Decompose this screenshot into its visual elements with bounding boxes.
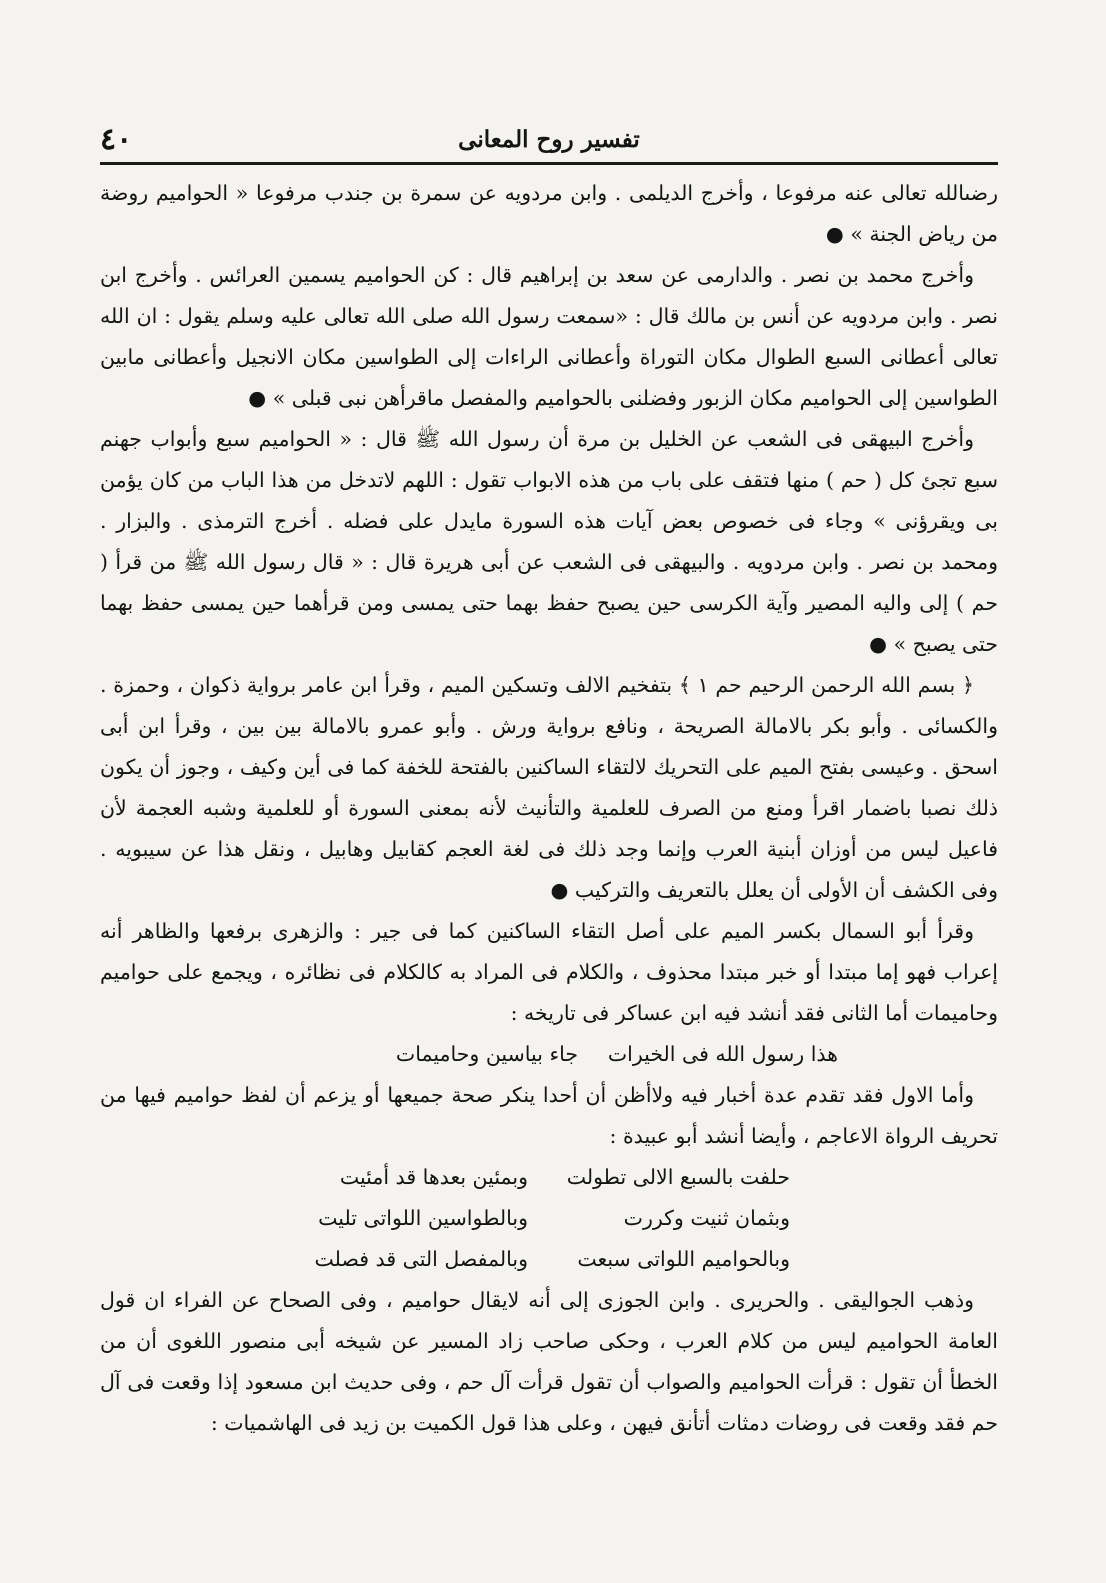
verse-hemistich-first: هذا رسول الله فى الخيرات — [607, 1042, 838, 1066]
verse-line — [100, 1157, 998, 1198]
verse-hemistich-second: وبمئين بعدها قد أمئيت — [339, 1165, 528, 1189]
paragraph-basmala-commentary: ﴿ بسم الله الرحمن الرحيم حم ١ ﴾ بتفخيم الالف وتسكين الميم ، وقرأ ابن عامر برواية ذكوان ، وحمزة . والكسائى . وأبو بكر بالامالة الصريحة ، ونافع برواية ورش . وأبو عمرو بالامالة بين بين ، وقرأ ابن أبى اسحق . وعيسى بفتح الميم على التحريك لالتقاء الساكنين بالفتحة للخفة كما فى أين وكيف ، وجوز أن يكون ذلك نصبا باضمار اقرأ ومنع من الصرف للعلمية والتأنيث لأنه بمعنى السورة أو للعلمية وشبه العجمة لأن فاعيل ليس من أوزان أبنية العرب وإنما وجد ذلك فى لغة العجم كقابيل وهابيل ، ونقل هذا عن سيبويه . وفى الكشف أن الأولى أن يعلل بالتعريف والتركيب ● — [100, 673, 998, 902]
paragraph-readings: وقرأ أبو السمال بكسر الميم على أصل التقاء الساكنين كما فى جير : والزهرى برفعها والظاهر أنه إعراب فهو إما مبتدا أو خبر مبتدا محذوف ، والكلام فى المراد به كالكلام فى نظائره ، ويجمع على حواميم وحاميمات أما الثانى فقد أنشد فيه ابن عساكر فى تاريخه : — [100, 919, 998, 1025]
paragraph-hadith-anas: وأخرج محمد بن نصر . والدارمى عن سعد بن إبراهيم قال : كن الحواميم يسمين العرائس . وأخرج ابن نصر . وابن مردويه عن أنس بن مالك قال : «سمعت رسول الله صلى الله تعالى عليه وسلم يقول : ان الله تعالى أعطانى السبع الطوال مكان التوراة وأعطانى الراءات إلى الطواسين مكان الانجيل وأعطانى مابين الطواسين إلى الحواميم مكان الزبور وفضلنى بالحواميم والمفصل ماقرأهن نبى قبلى » ● — [100, 263, 998, 410]
verse-hemistich-first: حلفت بالسبع الالى تطولت — [566, 1165, 790, 1189]
verse-hemistich-second: وبالمفصل التى قد فصلت — [314, 1247, 528, 1271]
verse-hemistich-second: جاء بياسين وحاميمات — [395, 1042, 578, 1066]
page-header — [100, 120, 998, 160]
verse-line — [100, 1198, 998, 1239]
verse-hemistich-first: وبالحواميم اللواتى سبعت — [577, 1247, 790, 1271]
verse-hemistich-second: وبالطواسين اللواتى تليت — [318, 1206, 528, 1230]
paragraph-abu-ubayda: وأما الاول فقد تقدم عدة أخبار فيه ولاأظن أن أحدا ينكر صحة جميعها أو يزعم أن لفظ حواميم فيها من تحريف الرواة الاعاجم ، وأيضا أنشد أبو عبيدة : — [100, 1083, 998, 1148]
paragraph-jawaliqi: وذهب الجواليقى . والحريرى . وابن الجوزى إلى أنه لايقال حواميم ، وفى الصحاح عن الفراء ان قول العامة الحواميم ليس من كلام العرب ، وحكى صاحب زاد المسير عن شيخه أبى منصور اللغوى أن من الخطأ أن تقول : قرأت الحواميم والصواب أن تقول قرأت آل حم ، وفى حديث ابن مسعود إذا وقعت فى آل حم فقد وقعت فى روضات دمثات أتأنق فيهن ، وعلى هذا قول الكميت بن زيد فى الهاشميات : — [100, 1288, 998, 1435]
verse-line — [100, 1239, 998, 1280]
paragraph-hadith-daylami: رضىالله تعالى عنه مرفوعا ، وأخرج الديلمى . وابن مردويه عن سمرة بن جندب مرفوعا « الحواميم روضة من رياض الجنة » ● — [100, 181, 998, 246]
paragraph-hadith-bayhaqi: وأخرج البيهقى فى الشعب عن الخليل بن مرة أن رسول الله ﷺ قال : « الحواميم سبع وأبواب جهنم سبع تجئ كل ( حم ) منها فتقف على باب من هذه الابواب تقول : اللهم لاتدخل من هذا الباب من كان يؤمن بى ويقرؤنى » وجاء فى خصوص بعض آيات هذه السورة مايدل على فضله . أخرج الترمذى . والبزار . ومحمد بن نصر . وابن مردويه . والبيهقى فى الشعب عن أبى هريرة قال : « قال رسول الله ﷺ من قرأ ( حم ) إلى واليه المصير وآية الكرسى حين يصبح حفظ بهما حتى يمسى ومن قرأهما حين يمسى حفظ بهما حتى يصبح » ● — [100, 427, 998, 656]
verse-ibn-asakir — [100, 1034, 998, 1075]
running-title: تفسير روح المعانى — [458, 126, 640, 153]
page — [100, 120, 998, 1444]
verse-hemistich-first: وبثمان ثنيت وكررت — [623, 1206, 790, 1230]
header-rule — [100, 162, 998, 165]
page-number: ٤٠ — [100, 122, 133, 157]
